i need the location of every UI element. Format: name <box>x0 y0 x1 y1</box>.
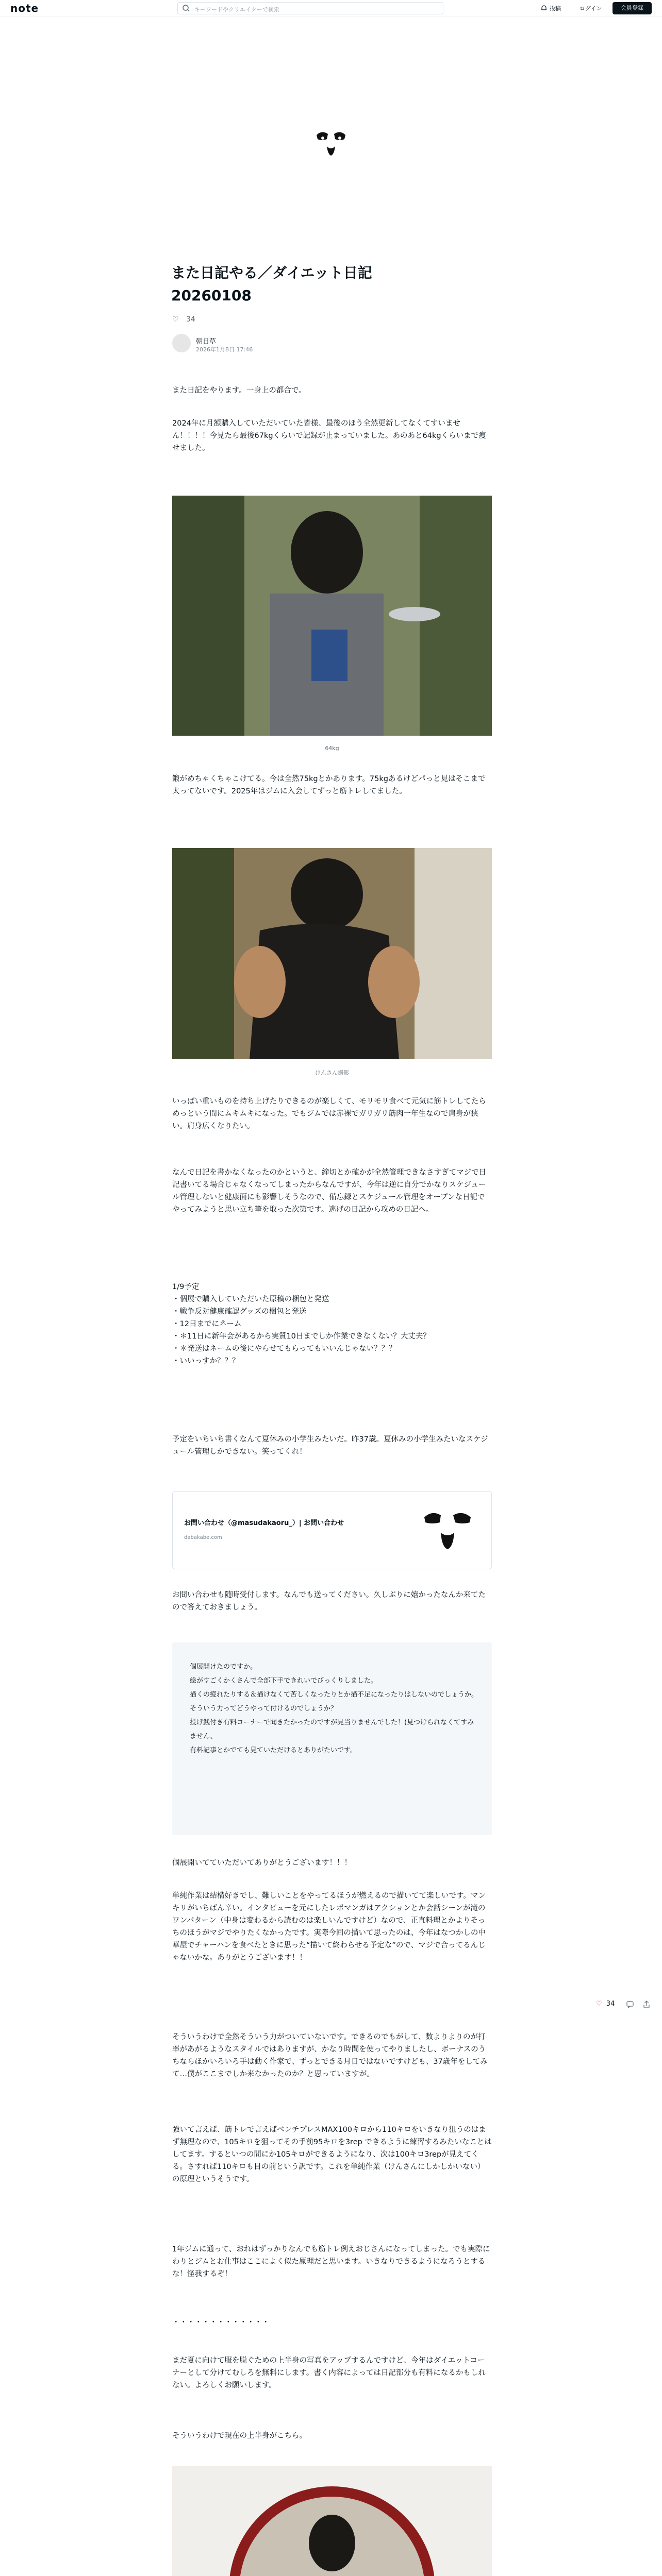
paragraph: また日記をやります。一身上の都合で。 <box>172 386 306 395</box>
heart-icon[interactable]: ♡ <box>596 2000 602 2008</box>
side-like-count: 34 <box>606 2000 615 2008</box>
paragraph: そういうわけで現在の上半身がこちら。 <box>172 2432 307 2440</box>
login-link[interactable]: ログイン <box>580 5 602 12</box>
photo-64kg <box>172 496 492 736</box>
paragraph: いっぱい重いものを持ち上げたりできるのが楽しくて、モリモリ食べて元気に筋トレしてたらめっという間にムキムキになった。でもジムでは赤裸でガリガリ筋肉一年生なので肩身が狭い。肩身広くなりたい。 <box>172 1097 486 1130</box>
paragraph: お問い合わせも随時受付します。なんでも送ってください。久しぶりに嬉かったなんか来てたので答えておきましょう。 <box>172 1591 486 1612</box>
photo-caption: 64kg <box>325 745 339 752</box>
note-logo[interactable]: note <box>10 2 39 14</box>
paragraph: 予定をいちいち書くなんて夏休みの小学生みたいだ。昨37歳。夏休みの小学生みたいなスケジュール管理しかできない。笑ってくれ！ <box>172 1435 488 1456</box>
paragraph: 2024年に月額購入していただいていた皆様、最後のほう全然更新してなくてすいません！！！！今見たら最後67kgくらいで記録が止まっていました。あのあと64kgくらいまで痩せました。 <box>172 419 486 452</box>
divider-dots: ・・・・・・・・・・・・・ <box>172 2318 270 2327</box>
photo-mirror-current <box>172 2466 492 2576</box>
paragraph: 単純作業は結構好きでし、難しいことをやってるほうが燃えるので描いてて楽しいです。マンキリがいちばん辛い。インタビューを元にしたレポマンガはアクションとか会話シーンが滝のワンパターン（中身は変わるから読むのは楽しいんですけど）なので、正直料理とかよりそっちのほうがマジでやりたくなかったです。実際今回の描いて思ったのは、今年はなつかしの中華屋でチャーハンを食べたときに思った“描いて終わらせる予定な”ので、マジで合ってるんじゃないかな。ありがとうございます！！ <box>172 1892 486 1962</box>
like-row[interactable] <box>172 315 195 324</box>
hero-face-illustration <box>311 130 351 159</box>
link-card-face-illustration <box>419 1507 476 1553</box>
bell-icon[interactable] <box>540 5 548 12</box>
paragraph: 鍛がめちゃくちゃこけてる。今は全然75kgとかあります。75kgあるけどパっと見はそこまで太ってないです。2025年はジムに入会してずっと筋トレしてました。 <box>172 775 486 795</box>
site-header <box>0 0 662 16</box>
heart-icon[interactable]: ♡ <box>172 315 179 324</box>
like-count: 34 <box>186 315 195 324</box>
paragraph: まだ夏に向けて服を脱ぐための上半身の写真をアップするんですけど、今年はダイエットコーナーとして分けてむしろを無料にします。書く内容によっては日記部分も有料になるかもしれない。よろしくお願いします。 <box>172 2357 486 2389</box>
question-quote: 個展開けたのですか。 絵がすごくかくさんで全部下手できれいでびっくりしました。 描くの疲れたりする＆描けなくて苦しくなったりとか描不足になったりはしないのでしょうか。 そういう力ってどうやって付けるのでしょうか？ 投げ銭付き有料コーナーで聞きたかったのですが見当りませんでした！(見つけられなくてすみません、 有料記事とかでても見ていただけるとありがたいです。 <box>172 1642 492 1835</box>
photo-caption: けんさん撮影 <box>315 1070 349 1076</box>
paragraph: そういうわけで全然そういう力がついていないです。できるのでもがして、数よりよりのが打率があがるようなスタイルではありますが、かなり時間を使ってやりましたし、ボーナスのうちならほかいろいろ手は動く作家で、ずっとできる月日ではないですけども、37歳年をしてみて…僕がここまでしか来なかったのか？と思っていますが。 <box>172 2033 488 2078</box>
side-like[interactable] <box>596 2000 615 2012</box>
photo-gym <box>172 848 492 1059</box>
author-name[interactable]: 朝日草 <box>196 338 217 346</box>
search-input[interactable] <box>177 2 443 14</box>
paragraph: 1年ジムに通って、おれはずっかりなんでも筋トレ例えおじさんになってしまった。でも実際にわりとジムとお仕事はここによく似た原理だと思います。いきなりできるようになろうとするな！怪我するぞ！ <box>172 2245 490 2278</box>
paragraph: なんで日記を書かなくなったのかというと、締切とか確かが全然管理できなさすぎてマジで日記書いてる場合じゃなくなってしまったからなんですが、今年は逆に自分でかなりスケジュール管理しないと健康面にも影響しそうなので、備忘録とスケジュール管理をオープンな日記でやってみようと思い立ち筆を取った次第です。逃げの日記から攻めの日記へ。 <box>172 1168 486 1214</box>
schedule-list: 1/9予定 ・個展で購入していただいた原稿の梱包と発送 ・戦争反対健康確認グッズの梱包と発送 ・12日までにネーム ・＊11日に新年会があるから実質10日までしか作業できなくない？大丈夫？ ・＊発送はネームの後にやらせてもらってもいいんじゃない？？？ ・いいっすか？？？ <box>172 1283 431 1365</box>
search-icon <box>182 4 190 12</box>
post-date: 2026年1月8日 17:46 <box>196 346 253 353</box>
signup-button[interactable]: 会員登録 <box>613 2 652 14</box>
link-card[interactable] <box>172 1491 492 1569</box>
paragraph: 強いて言えば、筋トレで言えばベンチプレスMAX100キロから110キロをいきなり狙うのはまず無理なので、105キロを狙ってその手前95キロを3rep できるように練習するみたいなことはしてます。するといつの間にか105キロができるようになり、次は100キロ3repが見えてくる。さすれば110キロも目の前という訳です。これを単純作業（けんさんにしかしかいない）の原理というそうです。 <box>172 2126 492 2183</box>
comment-icon[interactable] <box>626 2000 634 2008</box>
article-title: また日記やる／ダイエット日記 20260108 <box>171 264 372 304</box>
author-block[interactable] <box>172 334 378 354</box>
link-card-title: お問い合わせ（@masudakaoru_）| お問い合わせ <box>184 1519 344 1527</box>
link-card-domain: dabakabe.com <box>184 1535 222 1540</box>
share-icon[interactable] <box>642 2000 651 2008</box>
paragraph: 個展開いてていただいてありがとうございます！！！ <box>172 1859 352 1867</box>
post-nav-link[interactable]: 投稿 <box>550 5 561 12</box>
avatar[interactable] <box>172 334 191 352</box>
search-placeholder: キーワードやクリエイターで検索 <box>194 6 279 13</box>
